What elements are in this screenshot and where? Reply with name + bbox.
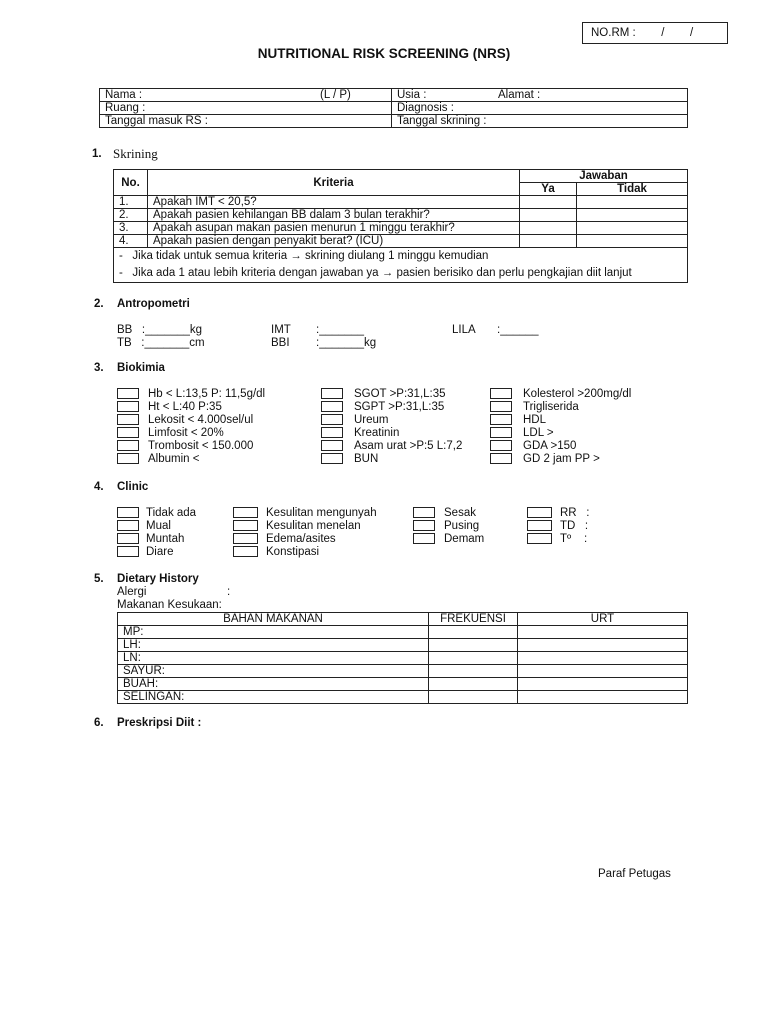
checkbox[interactable] [321,440,343,451]
lab-item: Trombosit < 150.000 [148,440,254,452]
clinic-item: Muntah [146,533,185,545]
frek-cell[interactable] [429,691,518,704]
checkbox[interactable] [413,520,435,531]
page-title: NUTRITIONAL RISK SCREENING (NRS) [257,46,511,61]
checkbox[interactable] [527,507,552,518]
food-label: SAYUR: [118,665,429,678]
imt-value: :_______ [316,324,364,336]
urt-cell[interactable] [518,691,688,704]
col-ya-header: Ya [520,183,577,196]
gender-label: (L / P) [320,89,351,101]
checkbox[interactable] [413,507,435,518]
checkbox[interactable] [527,533,552,544]
lab-item: Albumin < [148,453,200,465]
checkbox[interactable] [233,533,258,544]
clinic-item: Konstipasi [266,546,320,558]
col-tidak-header: Tidak [577,183,688,196]
imt-label: IMT [271,324,291,336]
clinic-item: Demam [444,533,485,545]
lab-item: Kreatinin [354,427,400,439]
makanan-kesukaan-label: Makanan Kesukaan: [117,599,222,611]
lab-item: Hb < L:13,5 P: 11,5g/dl [148,388,266,400]
clinic-item: Diare [146,546,174,558]
lab-item: Kolesterol >200mg/dl [523,388,632,400]
checkbox[interactable] [490,414,512,425]
tgl-skrining-label: Tanggal skrining : [392,115,688,128]
lab-item: GDA >150 [523,440,577,452]
food-label: LN: [118,652,429,665]
col-jawaban-header: Jawaban [520,170,688,183]
section-1-title: Skrining [113,146,158,161]
checkbox[interactable] [321,427,343,438]
row-criteria: Apakah IMT < 20,5? [148,196,520,209]
nama-label: Nama : [105,89,143,101]
urt-cell[interactable] [518,652,688,665]
ya-cell[interactable] [520,235,577,248]
note-2: - Jika ada 1 atau lebih kriteria dengan jawaban ya → pasien berisiko dan perlu pengkajian diit lanjut [119,267,632,279]
checkbox[interactable] [321,388,343,399]
section-5-title: Dietary History [117,573,199,585]
col-no-header: No. [114,170,148,196]
table-row [118,691,688,704]
checkbox[interactable] [233,520,258,531]
checkbox[interactable] [527,520,552,531]
bb-field: BB :_______kg [117,324,203,336]
vital-item: Tº : [560,533,588,545]
table-row [118,665,688,678]
lab-item: SGOT >P:31,L:35 [354,388,446,400]
bbi-value: :_______kg [316,337,377,349]
checkbox[interactable] [117,414,139,425]
col-urt-header: URT [518,613,688,626]
row-number: 3. [114,222,148,235]
screening-table [113,169,688,283]
col-kriteria-header: Kriteria [148,170,520,196]
norm-box [582,22,728,44]
section-4-title: Clinic [117,481,149,493]
checkbox[interactable] [117,453,139,464]
lab-item: Trigliserida [523,401,579,413]
alergi-colon: : [227,586,231,598]
checkbox[interactable] [413,533,435,544]
row-criteria: Apakah pasien kehilangan BB dalam 3 bulan terakhir? [148,209,520,222]
alergi-label: Alergi [117,586,147,598]
lab-item: LDL > [523,427,554,439]
dietary-table [117,612,688,704]
checkbox[interactable] [490,401,512,412]
lab-item: Lekosit < 4.000sel/ul [148,414,254,426]
checkbox[interactable] [117,440,139,451]
checkbox[interactable] [117,388,139,399]
usia-label: Usia : [397,89,427,101]
section-4-number: 4. [94,481,104,493]
checkbox[interactable] [321,401,343,412]
note-1: - Jika tidak untuk semua kriteria → skrining diulang 1 minggu kemudian [119,250,489,262]
norm-label: NO.RM : / / [591,27,694,39]
tidak-cell[interactable] [577,196,688,209]
section-6-number: 6. [94,717,104,729]
checkbox[interactable] [233,507,258,518]
section-2-title: Antropometri [117,298,190,310]
frek-cell[interactable] [429,665,518,678]
checkbox[interactable] [117,533,139,544]
frek-cell[interactable] [429,678,518,691]
clinic-item: Edema/asites [266,533,336,545]
ya-cell[interactable] [520,222,577,235]
ya-cell[interactable] [520,196,577,209]
food-label: MP: [118,626,429,639]
urt-cell[interactable] [518,678,688,691]
clinic-item: Tidak ada [146,507,197,519]
table-row [114,222,688,235]
lila-value: :______ [497,324,539,336]
col-bahan-header: BAHAN MAKANAN [118,613,429,626]
checkbox[interactable] [117,546,139,557]
lab-item: BUN [354,453,379,465]
ruang-label: Ruang : [100,102,392,115]
clinic-item: Sesak [444,507,476,519]
lab-item: GD 2 jam PP > [523,453,600,465]
table-row [118,652,688,665]
checkbox[interactable] [490,440,512,451]
ya-cell[interactable] [520,209,577,222]
food-label: LH: [118,639,429,652]
lab-item: Limfosit < 20% [148,427,224,439]
tidak-cell[interactable] [577,235,688,248]
food-label: SELINGAN: [118,691,429,704]
table-row [118,678,688,691]
lila-label: LILA [452,324,476,336]
clinic-item: Kesulitan mengunyah [266,507,377,519]
checkbox[interactable] [117,427,139,438]
checkbox[interactable] [490,388,512,399]
frek-cell[interactable] [429,639,518,652]
table-row [114,235,688,248]
clinic-item: Pusing [444,520,480,532]
lab-item: Asam urat >P:5 L:7,2 [354,440,463,452]
col-frek-header: FREKUENSI [429,613,518,626]
section-2-number: 2. [94,298,104,310]
lab-item: SGPT >P:31,L:35 [354,401,445,413]
screening-notes [114,248,688,283]
checkbox[interactable] [490,427,512,438]
urt-cell[interactable] [518,639,688,652]
section-3-number: 3. [94,362,104,374]
section-3-title: Biokimia [117,362,165,374]
table-row [114,196,688,209]
section-1-number: 1. [92,148,102,160]
urt-cell[interactable] [518,626,688,639]
table-row [118,639,688,652]
row-number: 1. [114,196,148,209]
alamat-label: Alamat : [498,89,541,101]
vital-item: RR : [560,507,590,519]
tgl-masuk-label: Tanggal masuk RS : [100,115,392,128]
food-label: BUAH: [118,678,429,691]
checkbox[interactable] [117,401,139,412]
checkbox[interactable] [117,520,139,531]
row-criteria: Apakah asupan makan pasien menurun 1 minggu terakhir? [148,222,520,235]
tb-field: TB :_______cm [117,337,205,349]
vital-item: TD : [560,520,589,532]
lab-item: Ht < L:40 P:35 [148,401,222,413]
diagnosis-label: Diagnosis : [392,102,688,115]
patient-info-row [100,89,392,102]
checkbox[interactable] [490,453,512,464]
tidak-cell[interactable] [577,222,688,235]
clinic-item: Mual [146,520,171,532]
section-6-title: Preskripsi Diit : [117,717,202,729]
checkbox[interactable] [321,414,343,425]
row-number: 4. [114,235,148,248]
checkbox[interactable] [321,453,343,464]
tidak-cell[interactable] [577,209,688,222]
paraf-petugas-label: Paraf Petugas [598,868,671,880]
section-5-number: 5. [94,573,104,585]
lab-item: Ureum [354,414,389,426]
urt-cell[interactable] [518,665,688,678]
frek-cell[interactable] [429,652,518,665]
row-criteria: Apakah pasien dengan penyakit berat? (ICU) [148,235,520,248]
clinic-item: Kesulitan menelan [266,520,361,532]
checkbox[interactable] [117,507,139,518]
row-number: 2. [114,209,148,222]
patient-info-table [99,88,688,128]
table-row [114,209,688,222]
checkbox[interactable] [233,546,258,557]
frek-cell[interactable] [429,626,518,639]
lab-item: HDL [523,414,547,426]
table-row [118,626,688,639]
bbi-label: BBI [271,337,290,349]
